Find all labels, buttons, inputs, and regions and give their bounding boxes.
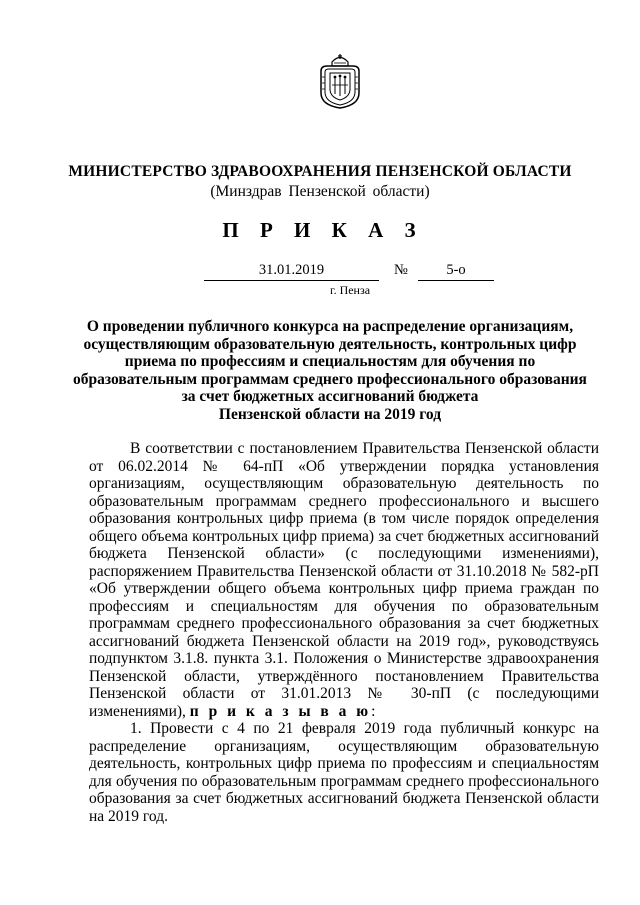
order-city: г. Пенза [330,283,371,297]
order-date: 31.01.2019 [204,262,379,281]
item-line: распределение организациям, осуществляющим образовательную [89,737,599,755]
item-line: для обучения по образовательным программам среднего профессионального [89,772,599,790]
preamble-line: программам среднего профессионального образования за счет бюджетных [89,615,599,632]
number-sign: № [394,262,408,278]
order-number: 5-о [418,262,494,281]
item-line: деятельность, контрольных цифр приема по профессиям и специальностям [89,755,599,772]
ministry-short-name: (Минздрав Пензенской области) [210,183,430,200]
preamble-line: распоряжением Правительства Пензенской области от 31.10.2018 № 582-рП [89,562,599,580]
coat-of-arms-icon [318,53,362,109]
preamble-line: от 06.02.2014 № 64-пП «Об утверждении порядка установления [89,457,599,475]
preamble-line: «Об утверждении общего объема контрольных цифр приема граждан по [89,580,599,597]
subject-line: О проведении публичного конкурса на распределение организациям, [86,318,574,335]
preamble-line: бюджета Пензенской области» (с последующими изменениями), [89,545,599,562]
subject-line: осуществляющим образовательную деятельность, контрольных цифр [83,335,577,353]
order-body [89,440,599,825]
item-line: образования за счет бюджетных ассигнований бюджета Пензенской области [89,790,599,807]
preamble-line: образования контрольных цифр приема (в том числе порядок определения [89,510,599,527]
document-type-title: П Р И К А З [222,218,424,242]
order-subject [70,318,590,423]
subject-line: приема по профессиям и специальностям для обучения по [124,353,536,370]
preamble-line: Пензенской области, утверждённого постановлением Правительства [89,667,599,685]
subject-line: за счет бюджетных ассигнований бюджета [181,388,479,405]
preamble-line: Пензенской области от 31.01.2013 № 30-пП (с последующими [89,685,599,702]
preamble-line: организациям, осуществляющим образовательную деятельность по [89,475,599,492]
order-word: п р и к а з ы в а ю [189,702,372,720]
item-last-line: на 2019 год. [89,807,168,825]
preamble-last-line: изменениями), [89,702,186,720]
preamble-line: ассигнований бюджета Пензенской области на 2019 год», руководствуясь [89,632,599,650]
preamble-line: профессиям и специальностям для обучения по образовательным [89,597,599,615]
item-line: 1. Провести с 4 по 21 февраля 2019 года публичный конкурс на [130,720,599,737]
subject-line: Пензенской области на 2019 год [218,405,442,423]
subject-line: образовательным программам среднего профессионального образования [73,370,587,388]
order-colon: : [371,702,376,720]
preamble-line: В соответствии с постановлением Правительства Пензенской области [130,440,599,457]
ministry-name: МИНИСТЕРСТВО ЗДРАВООХРАНЕНИЯ ПЕНЗЕНСКОЙ ОБЛАСТИ [68,163,572,180]
preamble-line: образовательным программам среднего профессионального и высшего [89,492,599,510]
preamble-line: подпунктом 3.1.8. пункта 3.1. Положения о Министерстве здравоохранения [89,650,599,667]
order-clause [89,703,599,721]
preamble-line: общего объема контрольных цифр приема) за счет бюджетных ассигнований [89,527,599,545]
